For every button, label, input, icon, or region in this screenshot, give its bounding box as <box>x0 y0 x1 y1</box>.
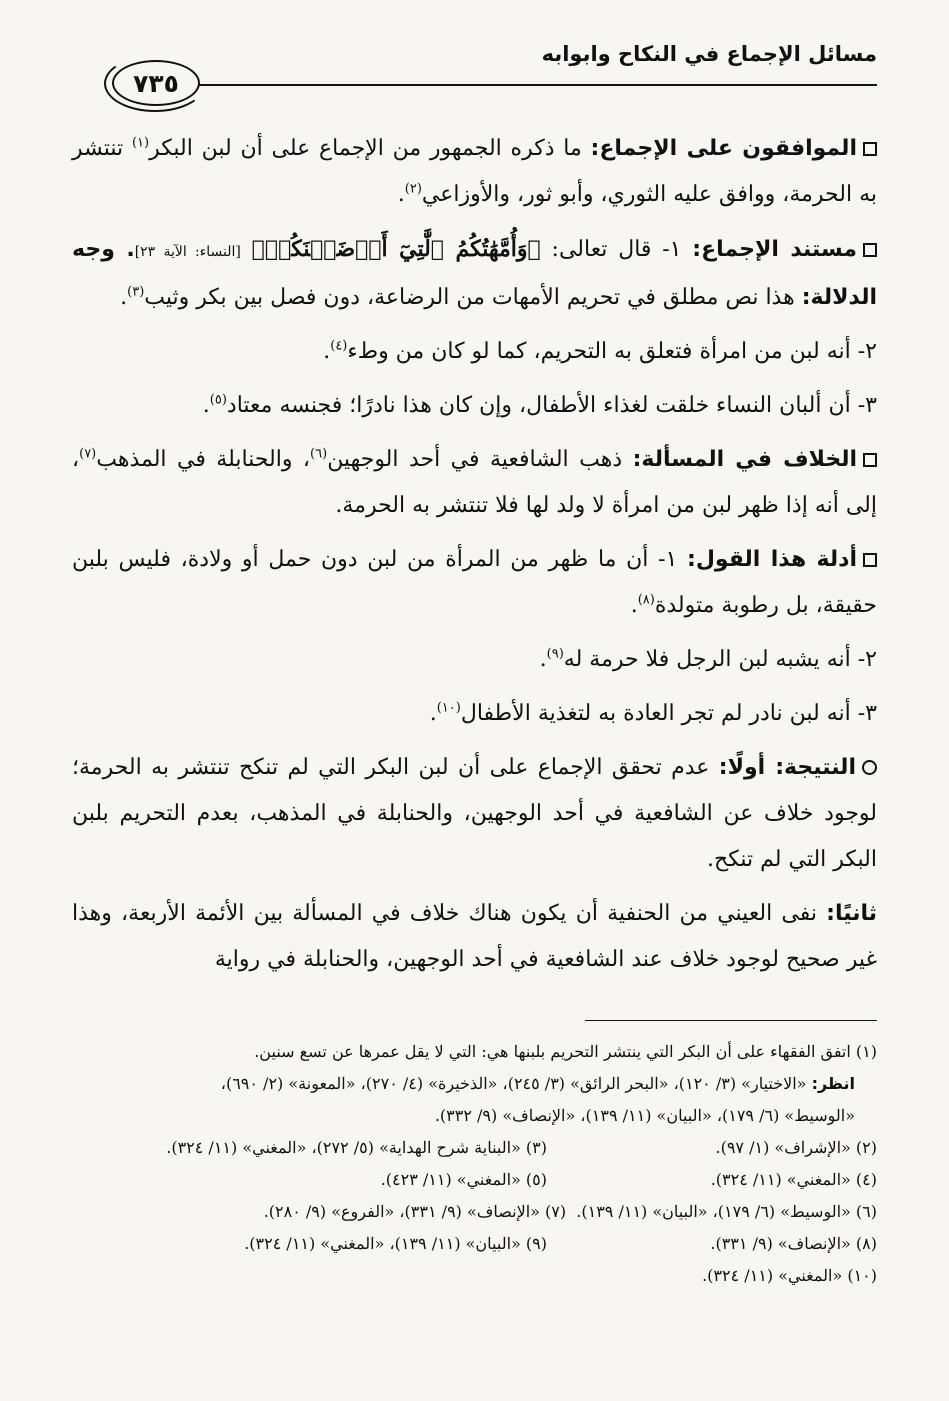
heading-agreeing: الموافقون على الإجماع: <box>590 136 857 161</box>
paragraph-evidence-2: ٢- أنه يشبه لبن الرجل فلا حرمة له$^{(٩)}$. <box>539 646 877 672</box>
footnote-3: (٣) «البناية شرح الهداية» (٥/ ٢٧٢)، «المغني» (١١/ ٣٢٤). <box>166 1138 547 1157</box>
circle-bullet-icon <box>862 760 877 775</box>
footnote-ref[interactable]: (٤) <box>330 338 348 354</box>
footnote-row <box>72 1164 877 1196</box>
footnote-ref[interactable]: (٨) <box>637 592 655 608</box>
footnote-1-sources: انظر: «الاختيار» (٣/ ١٢٠)، «البحر الرائق» (٣/ ٢٤٥)، «الذخيرة» (٤/ ٢٧٠)، «المعونة» (٢/ ٦٩٠)، <box>220 1074 855 1093</box>
verse-reference: [النساء: الآية ٢٣] <box>134 244 241 260</box>
quran-verse: ﴿وَأُمَّهَٰتُكُمُ ٱلَّٰتِيٓ أَرۡضَعۡنَكُمۡ﴾ <box>251 236 541 262</box>
footnote-row <box>72 1228 877 1260</box>
footnote-ref[interactable]: (٧) <box>79 446 97 462</box>
square-bullet-icon <box>863 142 877 156</box>
footnote-row <box>72 1196 877 1228</box>
heading-first: أولًا: <box>718 755 776 780</box>
footnote-9: (٩) «البيان» (١١/ ١٣٩)، «المغني» (١١/ ٣٢٤). <box>244 1234 547 1253</box>
paragraph-disagreement: الخلاف في المسألة: ذهب الشافعية في أحد الوجهين$^{(٦)}$، والحنابلة في المذهب$^{(٧)}$، إلى أنه إذا ظهر لبن من امرأة لا ولد لها فلا تنتشر به الحرمة. <box>72 446 877 518</box>
paragraph-basis: مستند الإجماع: ١- قال تعالى: ﴿وَأُمَّهَٰتُكُمُ ٱلَّٰتِيٓ أَرۡضَعۡنَكُمۡ﴾ [النساء: الآية ٢٣]. وجه الدلالة: هذا نص مطلق في تحريم الأمهات من الرضاعة، دون فصل بين بكر وثيب$^{(٣)}$. <box>72 236 877 310</box>
paragraph-second: ثانيًا: نفى العيني من الحنفية أن يكون هناك خلاف في المسألة بين الأئمة الأربعة، وهذا غير صحيح لوجود خلاف عند الشافعية في أحد الوجهين، والحنابلة في رواية <box>72 901 877 972</box>
footnote-4: (٤) «المغني» (١١/ ٣٢٤). <box>710 1170 877 1189</box>
square-bullet-icon <box>863 553 877 567</box>
footnote-ref[interactable]: (٢) <box>404 181 422 197</box>
footnote-ref[interactable]: (٣) <box>127 284 145 300</box>
paragraph-evidence-3: ٣- أنه لبن نادر لم تجر العادة به لتغذية الأطفال$^{(١٠)}$. <box>429 700 877 726</box>
footnote-ref[interactable]: (١٠) <box>436 700 461 716</box>
paragraph-agreeing: الموافقون على الإجماع: ما ذكره الجمهور من الإجماع على أن لبن البكر$^{(١)}$ تنتشر به الحرمة، ووافق عليه الثوري، وأبو ثور، والأوزاعي$^{(٢)}$. <box>72 135 877 207</box>
heading-result: النتيجة: <box>775 755 856 780</box>
paragraph-point-2: ٢- أنه لبن من امرأة فتعلق به التحريم، كما لو كان من وطء$^{(٤)}$. <box>323 338 877 364</box>
footnote-8: (٨) «الإنصاف» (٩/ ٣٣١). <box>710 1234 877 1253</box>
footnote-ref[interactable]: (١) <box>131 135 150 151</box>
running-title: مسائل الإجماع في النكاح وابوابه <box>541 42 877 66</box>
footnote-6: (٦) «الوسيط» (٦/ ١٧٩)، «البيان» (١١/ ١٣٩). <box>576 1202 877 1221</box>
footnote-ref[interactable]: (٩) <box>546 646 564 662</box>
footnote-5: (٥) «المغني» (١١/ ٤٢٣). <box>380 1170 547 1189</box>
paragraph-evidence: أدلة هذا القول: ١- أن ما ظهر من المرأة من لبن دون حمل أو ولادة، فليس بلبن حقيقة، بل رطوبة متولدة$^{(٨)}$. <box>72 547 877 618</box>
footnote-separator <box>585 1020 877 1021</box>
footnote-ref[interactable]: (٦) <box>310 446 328 462</box>
footnote-10: (١٠) «المغني» (١١/ ٣٢٤). <box>702 1266 877 1285</box>
heading-basis: مستند الإجماع: <box>692 237 858 262</box>
footnote-1: (١) اتفق الفقهاء على أن البكر التي ينتشر التحريم بلبنها هي: التي لا يقل عمرها عن تسع سنين. <box>254 1042 877 1061</box>
paragraph-result: النتيجة: أولًا: عدم تحقق الإجماع على أن لبن البكر التي لم تنكح تنتشر به الحرمة؛ لوجود خلاف عن الشافعية في أحد الوجهين، والحنابلة في المذهب، بعدم التحريم بلبن البكر التي لم تنكح. <box>72 755 877 872</box>
square-bullet-icon <box>863 243 877 257</box>
heading-second: ثانيًا: <box>826 901 877 926</box>
heading-evidence: . وجه الدلالة: <box>72 237 877 310</box>
footnote-7: (٧) «الإنصاف» (٩/ ٣٣١)، «الفروع» (٩/ ٢٨٠). <box>263 1202 567 1221</box>
footnote-1-sources-cont: «الوسيط» (٦/ ١٧٩)، «البيان» (١١/ ١٣٩)، «الإنصاف» (٩/ ٣٣٢). <box>434 1106 855 1125</box>
heading-disagreement: الخلاف في المسألة: <box>632 447 858 472</box>
heading-evidence-of-view: أدلة هذا القول: <box>687 547 857 572</box>
square-bullet-icon <box>863 453 877 467</box>
footnote-row <box>72 1132 877 1164</box>
header-rule <box>195 84 877 86</box>
footnote-2: (٢) «الإشراف» (١/ ٩٧). <box>715 1138 877 1157</box>
footnote-ref[interactable]: (٥) <box>209 392 227 408</box>
paragraph-point-3: ٣- أن ألبان النساء خلقت لغذاء الأطفال، وإن كان هذا نادرًا؛ فجنسه معتاد$^{(٥)}$. <box>202 392 877 418</box>
footnotes <box>72 1036 877 1292</box>
page-number: ٧٣٥ <box>112 60 200 106</box>
main-text <box>72 126 877 991</box>
